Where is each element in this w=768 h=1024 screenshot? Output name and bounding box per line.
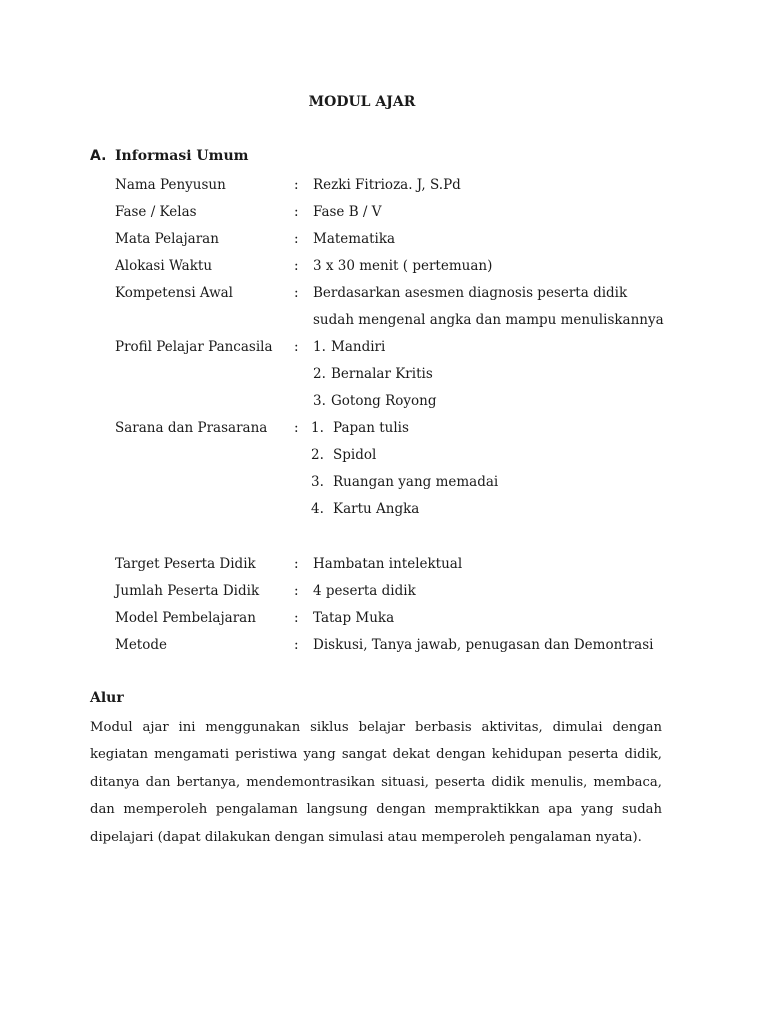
info-value: Diskusi, Tanya jawab, penugasan dan Demontrasi	[313, 637, 654, 653]
info-label: Mata Pelajaran	[115, 231, 219, 247]
list-number: 2.	[313, 366, 326, 382]
info-colon: :	[294, 637, 299, 653]
info-colon: :	[294, 610, 299, 626]
info-value: Hambatan intelektual	[313, 556, 463, 572]
info-value-line2: sudah mengenal angka dan mampu menuliskannya	[313, 312, 664, 328]
list-text: Spidol	[333, 447, 377, 463]
info-label: Sarana dan Prasarana	[115, 420, 268, 436]
info-value: Tatap Muka	[313, 610, 395, 626]
info-colon: :	[294, 231, 299, 247]
info-value: 4 peserta didik	[313, 583, 416, 599]
list-number: 2.	[311, 447, 324, 463]
info-colon: :	[294, 420, 299, 436]
info-value: Rezki Fitrioza. J, S.Pd	[313, 177, 461, 193]
info-colon: :	[294, 583, 299, 599]
list-text: Kartu Angka	[333, 501, 420, 517]
list-number: 1.	[311, 420, 324, 436]
list-number: 3.	[313, 393, 326, 409]
info-label: Alokasi Waktu	[115, 258, 213, 274]
info-value: Matematika	[313, 231, 396, 247]
info-label: Fase / Kelas	[115, 204, 197, 220]
info-label: Profil Pelajar Pancasila	[115, 339, 273, 355]
alur-paragraph: Modul ajar ini menggunakan siklus belajar berbasis aktivitas, dimulai dengan kegiatan mengamati peristiwa yang sangat dekat dengan kehidupan peserta didik, ditanya dan bertanya, mendemontrasikan situasi, peserta didik menulis, membaca, dan memperoleh pengalaman langsung dengan mempraktikkan apa yang sudah dipelajari (dapat dilakukan dengan simulasi atau memperoleh pengalaman nyata).	[90, 720, 662, 845]
list-text: Papan tulis	[333, 420, 409, 436]
info-label: Kompetensi Awal	[115, 285, 233, 301]
list-number: 3.	[311, 474, 324, 490]
section-letter: A.	[90, 148, 107, 164]
info-label: Metode	[115, 637, 167, 653]
info-colon: :	[294, 285, 299, 301]
info-colon: :	[294, 258, 299, 274]
document-title: MODUL AJAR	[308, 94, 416, 110]
alur-heading: Alur	[90, 690, 124, 706]
section-heading: Informasi Umum	[115, 148, 249, 164]
info-value: Fase B / V	[313, 204, 382, 220]
list-text: Ruangan yang memadai	[333, 474, 499, 490]
list-number: 1.	[313, 339, 326, 355]
info-label: Jumlah Peserta Didik	[115, 583, 260, 599]
info-colon: :	[294, 339, 299, 355]
info-colon: :	[294, 556, 299, 572]
info-value: 3 x 30 menit ( pertemuan)	[313, 258, 493, 274]
list-number: 4.	[311, 501, 324, 517]
list-text: Gotong Royong	[331, 393, 437, 409]
info-label: Nama Penyusun	[115, 177, 226, 193]
info-colon: :	[294, 204, 299, 220]
info-colon: :	[294, 177, 299, 193]
info-label: Model Pembelajaran	[115, 610, 256, 626]
list-text: Mandiri	[331, 339, 386, 355]
list-text: Bernalar Kritis	[331, 366, 433, 382]
info-label: Target Peserta Didik	[115, 556, 256, 572]
info-value: Berdasarkan asesmen diagnosis peserta didik	[313, 285, 628, 301]
